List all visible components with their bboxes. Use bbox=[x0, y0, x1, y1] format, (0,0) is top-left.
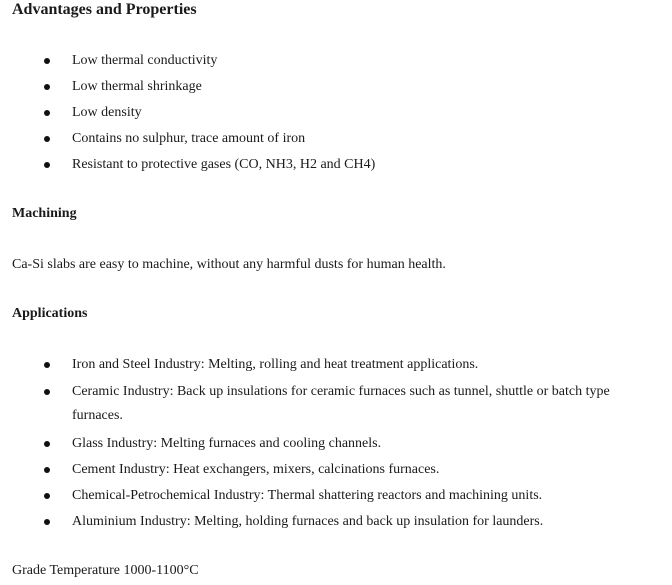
bullet-icon bbox=[44, 519, 50, 525]
bullet-icon bbox=[44, 58, 50, 64]
bullet-icon bbox=[44, 493, 50, 499]
bullet-icon bbox=[44, 162, 50, 168]
section-title-machining: Machining bbox=[12, 206, 77, 221]
bullet-icon bbox=[44, 467, 50, 473]
section-title-advantages: Advantages and Properties bbox=[12, 1, 197, 18]
bullet-icon bbox=[44, 389, 50, 395]
machining-paragraph: Ca-Si slabs are easy to machine, without any harmful dusts for human health. bbox=[12, 257, 446, 272]
bullet-icon bbox=[44, 441, 50, 447]
bullet-icon bbox=[44, 110, 50, 116]
bullet-icon bbox=[44, 136, 50, 142]
section-title-applications: Applications bbox=[12, 306, 88, 321]
grade-temperature: Grade Temperature 1000-1100°C bbox=[12, 563, 199, 578]
bullet-icon bbox=[44, 84, 50, 90]
bullet-icon bbox=[44, 362, 50, 368]
